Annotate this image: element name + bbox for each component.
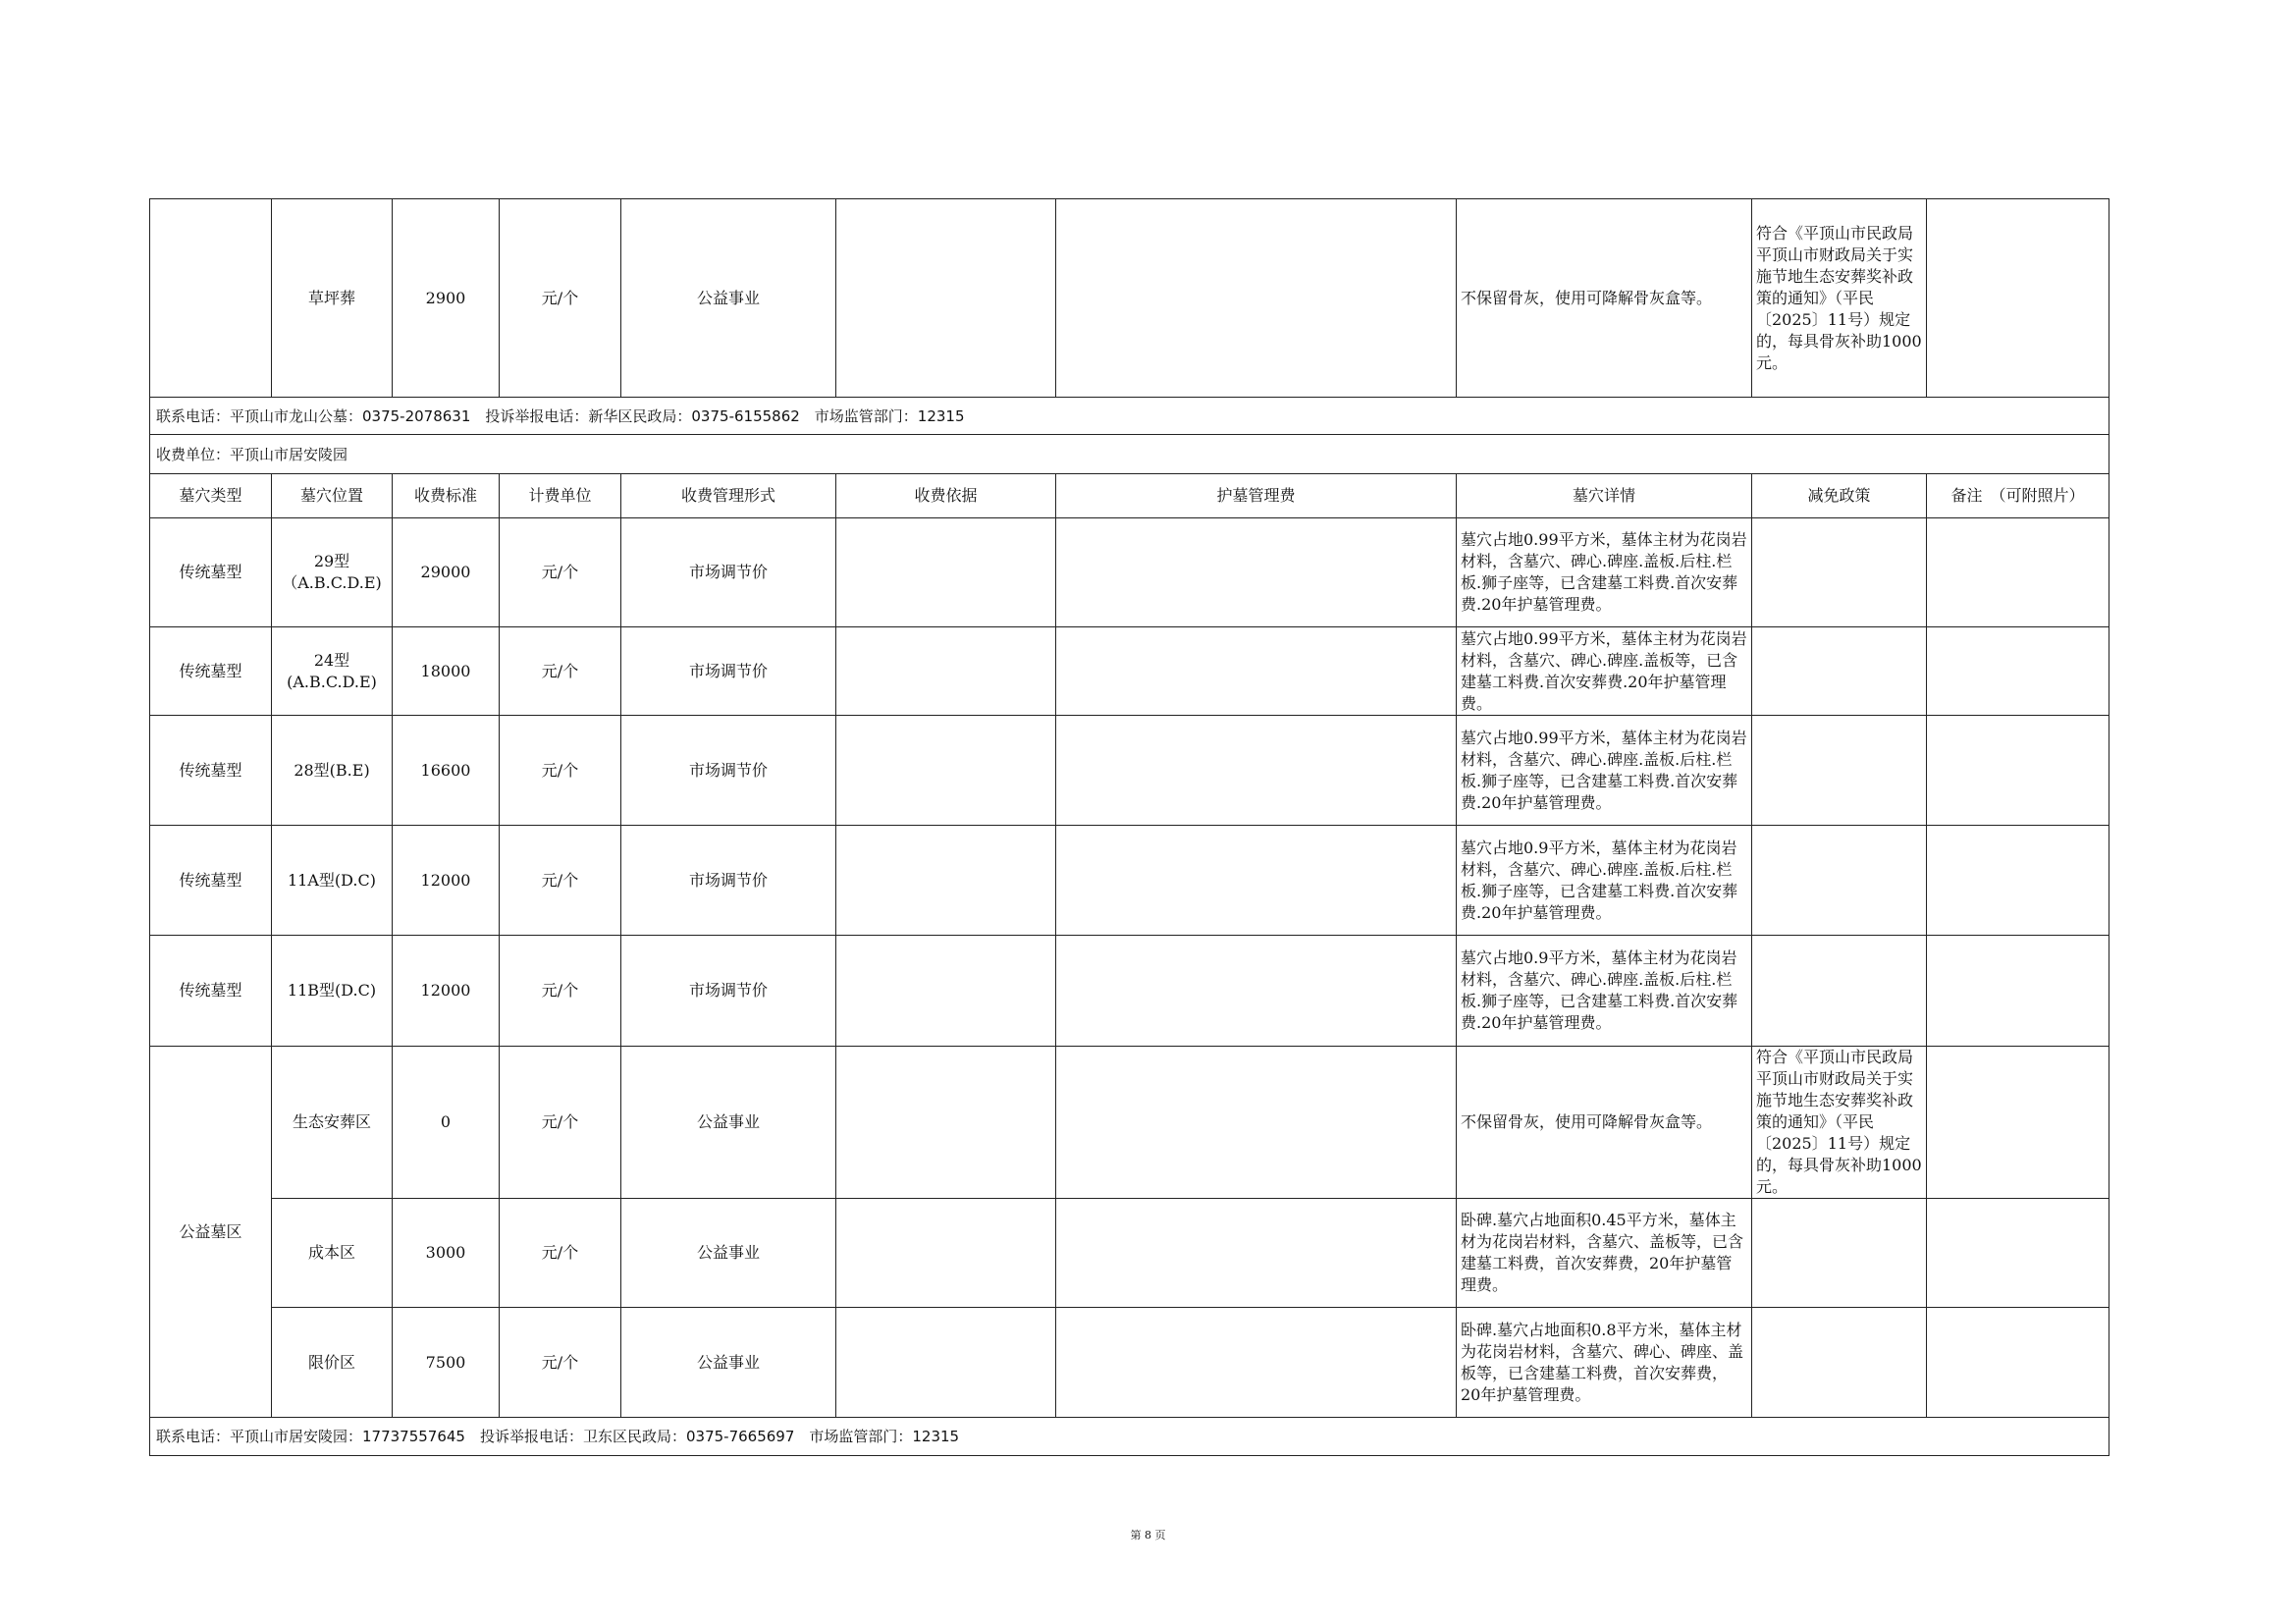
- management-form-cell: 公益事业: [621, 1047, 836, 1199]
- fee-standard-cell: 2900: [393, 199, 500, 398]
- remarks-cell: [1927, 627, 2109, 716]
- grave-details-cell: 墓穴占地0.99平方米，墓体主材为花岗岩材料，含墓穴、碑心.碑座.盖板.后柱.栏板.狮子座等，已含建墓工料费.首次安葬费.20年护墓管理费。: [1457, 518, 1752, 627]
- grave-position-cell: 29型（A.B.C.D.E): [272, 518, 393, 627]
- remarks-cell: [1927, 1199, 2109, 1308]
- maintenance-fee-cell: [1056, 716, 1457, 826]
- fee-basis-cell: [836, 826, 1056, 936]
- remarks-cell: [1927, 518, 2109, 627]
- billing-unit-cell: 元/个: [500, 1199, 621, 1308]
- contact-line: 联系电话：平顶山市龙山公墓：0375-2078631 投诉举报电话：新华区民政局：0375-6155862 市场监管部门：12315: [150, 398, 2109, 435]
- billing-unit-cell: 元/个: [500, 1308, 621, 1418]
- reduction-policy-cell: [1752, 716, 1927, 826]
- reduction-policy-cell: 符合《平顶山市民政局平顶山市财政局关于实施节地生态安葬奖补政策的通知》（平民〔2025〕11号）规定的，每具骨灰补助1000元。: [1752, 199, 1927, 398]
- table-row: [150, 716, 2109, 826]
- maintenance-fee-cell: [1056, 518, 1457, 627]
- table-row: [150, 1199, 2109, 1308]
- grave-type-cell: 传统墓型: [150, 627, 272, 716]
- grave-details-cell: 不保留骨灰，使用可降解骨灰盒等。: [1457, 1047, 1752, 1199]
- charging-unit-line: 收费单位：平顶山市居安陵园: [150, 435, 2109, 474]
- reduction-policy-cell: [1752, 1199, 1927, 1308]
- maintenance-fee-cell: [1056, 826, 1457, 936]
- reduction-policy-cell: [1752, 1308, 1927, 1418]
- grave-position-cell: 生态安葬区: [272, 1047, 393, 1199]
- column-header: 墓穴位置: [272, 474, 393, 518]
- table-header-row: [150, 474, 2109, 518]
- column-header: 墓穴类型: [150, 474, 272, 518]
- fee-basis-cell: [836, 1199, 1056, 1308]
- fee-standard-cell: 0: [393, 1047, 500, 1199]
- grave-details-cell: 不保留骨灰，使用可降解骨灰盒等。: [1457, 199, 1752, 398]
- management-form-cell: 市场调节价: [621, 518, 836, 627]
- remarks-cell: [1927, 716, 2109, 826]
- remarks-cell: [1927, 1047, 2109, 1199]
- table-row: [150, 518, 2109, 627]
- management-form-cell: 市场调节价: [621, 826, 836, 936]
- grave-position-cell: 草坪葬: [272, 199, 393, 398]
- management-form-cell: 市场调节价: [621, 936, 836, 1047]
- column-header: 护墓管理费: [1056, 474, 1457, 518]
- fee-table: [149, 198, 2109, 1456]
- remarks-cell: [1927, 826, 2109, 936]
- column-header: 计费单位: [500, 474, 621, 518]
- fee-basis-cell: [836, 199, 1056, 398]
- fee-standard-cell: 12000: [393, 826, 500, 936]
- billing-unit-cell: 元/个: [500, 716, 621, 826]
- table-row: [150, 1308, 2109, 1418]
- grave-type-cell: 传统墓型: [150, 518, 272, 627]
- billing-unit-cell: 元/个: [500, 199, 621, 398]
- grave-position-cell: 11A型(D.C): [272, 826, 393, 936]
- fee-basis-cell: [836, 627, 1056, 716]
- grave-type-cell: [150, 199, 272, 398]
- grave-details-cell: 卧碑.墓穴占地面积0.45平方米，墓体主材为花岗岩材料，含墓穴、盖板等，已含建墓工料费，首次安葬费，20年护墓管理费。: [1457, 1199, 1752, 1308]
- billing-unit-cell: 元/个: [500, 1047, 621, 1199]
- column-header: 减免政策: [1752, 474, 1927, 518]
- table-row: [150, 936, 2109, 1047]
- grave-position-cell: 限价区: [272, 1308, 393, 1418]
- grave-position-cell: 28型(B.E): [272, 716, 393, 826]
- fee-standard-cell: 7500: [393, 1308, 500, 1418]
- grave-position-cell: 成本区: [272, 1199, 393, 1308]
- maintenance-fee-cell: [1056, 1199, 1457, 1308]
- grave-details-cell: 墓穴占地0.99平方米，墓体主材为花岗岩材料，含墓穴、碑心.碑座.盖板等，已含建墓工料费.首次安葬费.20年护墓管理费。: [1457, 627, 1752, 716]
- reduction-policy-cell: 符合《平顶山市民政局平顶山市财政局关于实施节地生态安葬奖补政策的通知》（平民〔2025〕11号）规定的，每具骨灰补助1000元。: [1752, 1047, 1927, 1199]
- grave-type-cell: 公益墓区: [150, 1047, 272, 1418]
- reduction-policy-cell: [1752, 826, 1927, 936]
- grave-type-cell: 传统墓型: [150, 826, 272, 936]
- grave-details-cell: 墓穴占地0.99平方米，墓体主材为花岗岩材料，含墓穴、碑心.碑座.盖板.后柱.栏板.狮子座等，已含建墓工料费.首次安葬费.20年护墓管理费。: [1457, 716, 1752, 826]
- grave-details-cell: 墓穴占地0.9平方米，墓体主材为花岗岩材料，含墓穴、碑心.碑座.盖板.后柱.栏板.狮子座等，已含建墓工料费.首次安葬费.20年护墓管理费。: [1457, 936, 1752, 1047]
- management-form-cell: 公益事业: [621, 1308, 836, 1418]
- fee-standard-cell: 3000: [393, 1199, 500, 1308]
- column-header: 收费管理形式: [621, 474, 836, 518]
- contact-line: 联系电话：平顶山市居安陵园：17737557645 投诉举报电话：卫东区民政局：0375-7665697 市场监管部门：12315: [150, 1418, 2109, 1456]
- grave-details-cell: 卧碑.墓穴占地面积0.8平方米，墓体主材为花岗岩材料，含墓穴、碑心、碑座、盖板等，已含建墓工料费，首次安葬费，20年护墓管理费。: [1457, 1308, 1752, 1418]
- fee-standard-cell: 16600: [393, 716, 500, 826]
- management-form-cell: 市场调节价: [621, 716, 836, 826]
- billing-unit-cell: 元/个: [500, 627, 621, 716]
- fee-basis-cell: [836, 1308, 1056, 1418]
- table-row: [150, 1047, 2109, 1199]
- maintenance-fee-cell: [1056, 627, 1457, 716]
- management-form-cell: 公益事业: [621, 199, 836, 398]
- reduction-policy-cell: [1752, 518, 1927, 627]
- column-header: 收费标准: [393, 474, 500, 518]
- column-header: 备注 （可附照片）: [1927, 474, 2109, 518]
- grave-position-cell: 24型(A.B.C.D.E): [272, 627, 393, 716]
- fee-standard-cell: 29000: [393, 518, 500, 627]
- fee-basis-cell: [836, 518, 1056, 627]
- fee-standard-cell: 12000: [393, 936, 500, 1047]
- reduction-policy-cell: [1752, 936, 1927, 1047]
- maintenance-fee-cell: [1056, 1047, 1457, 1199]
- grave-type-cell: 传统墓型: [150, 936, 272, 1047]
- remarks-cell: [1927, 199, 2109, 398]
- remarks-cell: [1927, 936, 2109, 1047]
- remarks-cell: [1927, 1308, 2109, 1418]
- fee-basis-cell: [836, 1047, 1056, 1199]
- maintenance-fee-cell: [1056, 936, 1457, 1047]
- grave-position-cell: 11B型(D.C): [272, 936, 393, 1047]
- table-row: [150, 199, 2109, 398]
- billing-unit-cell: 元/个: [500, 936, 621, 1047]
- maintenance-fee-cell: [1056, 199, 1457, 398]
- fee-basis-cell: [836, 936, 1056, 1047]
- table-row: [150, 627, 2109, 716]
- table-row: [150, 826, 2109, 936]
- page-number: 第 8 页: [1130, 1529, 1166, 1542]
- maintenance-fee-cell: [1056, 1308, 1457, 1418]
- column-header: 收费依据: [836, 474, 1056, 518]
- fee-basis-cell: [836, 716, 1056, 826]
- grave-details-cell: 墓穴占地0.9平方米，墓体主材为花岗岩材料，含墓穴、碑心.碑座.盖板.后柱.栏板.狮子座等，已含建墓工料费.首次安葬费.20年护墓管理费。: [1457, 826, 1752, 936]
- management-form-cell: 市场调节价: [621, 627, 836, 716]
- grave-type-cell: 传统墓型: [150, 716, 272, 826]
- column-header: 墓穴详情: [1457, 474, 1752, 518]
- management-form-cell: 公益事业: [621, 1199, 836, 1308]
- billing-unit-cell: 元/个: [500, 518, 621, 627]
- billing-unit-cell: 元/个: [500, 826, 621, 936]
- fee-standard-cell: 18000: [393, 627, 500, 716]
- reduction-policy-cell: [1752, 627, 1927, 716]
